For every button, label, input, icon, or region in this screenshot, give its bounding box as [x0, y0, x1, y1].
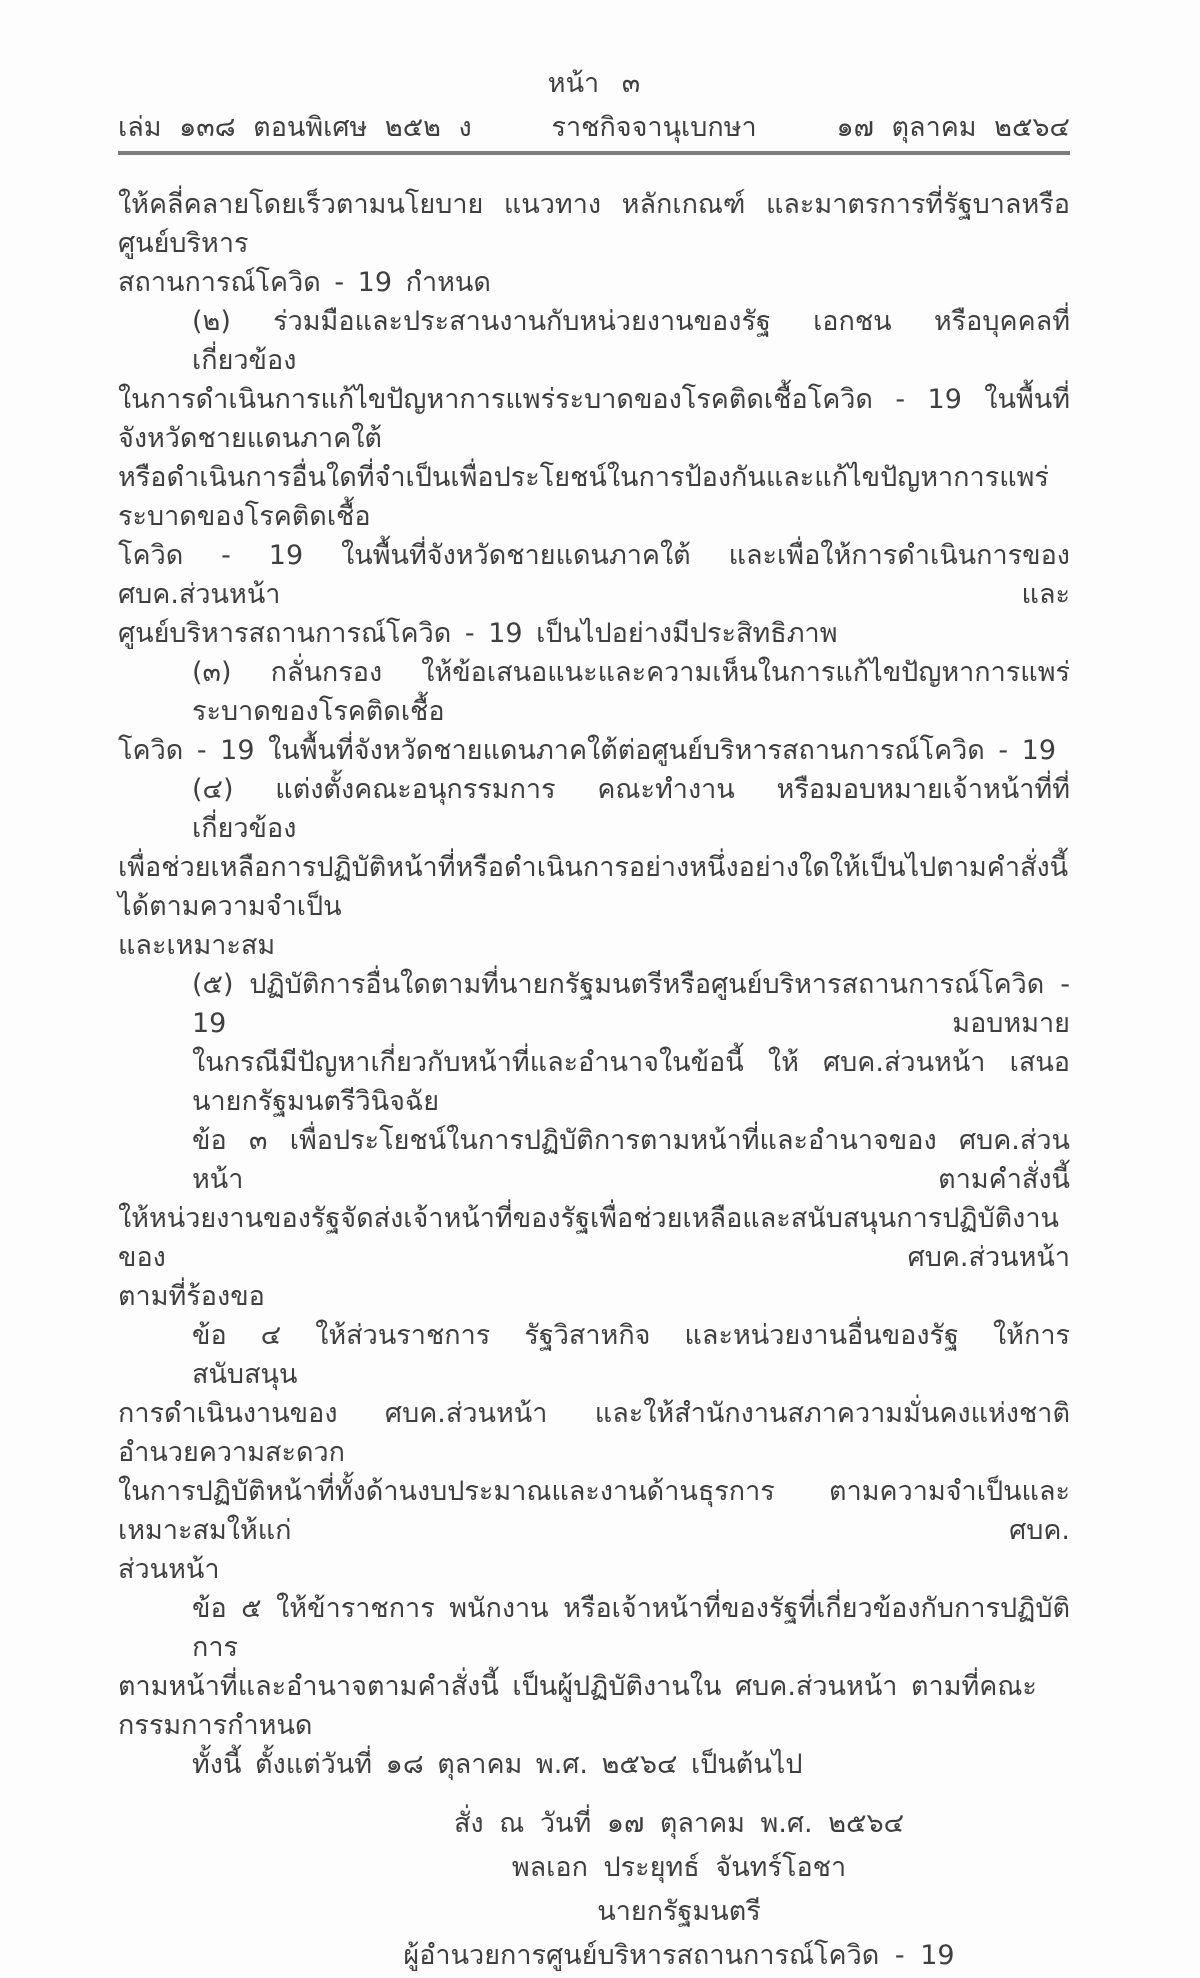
- signature-block: [288, 1802, 1070, 1978]
- signature-issued-line: สั่ง ณ วันที่ ๑๗ ตุลาคม พ.ศ. ๒๕๖๔: [453, 1808, 905, 1839]
- body-line-item-4: และเหมาะสม: [118, 930, 276, 961]
- body-line-item-4: เพื่อช่วยเหลือการปฏิบัติหน้าที่หรือดำเนินการอย่างหนึ่งอย่างใดให้เป็นไปตามคำสั่งนี้ได้ตามความจำเป็น: [118, 852, 1069, 922]
- header-row: [118, 110, 1070, 146]
- body-line-article-3: ข้อ ๓ เพื่อประโยชน์ในการปฏิบัติการตามหน้าที่และอำนาจของ ศบค.ส่วนหน้า ตามคำสั่งนี้: [192, 1125, 1070, 1195]
- body-line-article-4: ส่วนหน้า: [118, 1554, 220, 1585]
- body-line-item-5-proviso: ในกรณีมีปัญหาเกี่ยวกับหน้าที่และอำนาจในข้อนี้ ให้ ศบค.ส่วนหน้า เสนอนายกรัฐมนตรีวินิจฉัย: [192, 1047, 1070, 1117]
- body-line-article-3: ตามที่ร้องขอ: [118, 1281, 265, 1312]
- body-line-item-4: (๔) แต่งตั้งคณะอนุกรรมการ คณะทำงาน หรือมอบหมายเจ้าหน้าที่ที่เกี่ยวข้อง: [192, 774, 1070, 844]
- body-line-item-2: หรือดำเนินการอื่นใดที่จำเป็นเพื่อประโยชน์ในการป้องกันและแก้ไขปัญหาการแพร่ระบาดของโรคติดเชื้อ: [118, 462, 1049, 532]
- gazette-title: ราชกิจจานุเบกษา: [551, 112, 757, 143]
- body-line-article-5: ข้อ ๕ ให้ข้าราชการ พนักงาน หรือเจ้าหน้าที่ของรัฐที่เกี่ยวข้องกับการปฏิบัติการ: [192, 1593, 1070, 1663]
- body-line-item-2: ศูนย์บริหารสถานการณ์โควิด - 19 เป็นไปอย่างมีประสิทธิภาพ: [118, 618, 838, 649]
- header-divider: [118, 151, 1070, 155]
- body-line-item-2: (๒) ร่วมมือและประสานงานกับหน่วยงานของรัฐ เอกชน หรือบุคคลที่เกี่ยวข้อง: [192, 306, 1070, 376]
- volume-info: เล่ม ๑๓๘ ตอนพิเศษ ๒๕๒ ง: [118, 112, 472, 143]
- body-line-item-2: ในการดำเนินการแก้ไขปัญหาการแพร่ระบาดของโรคติดเชื้อโควิด - 19 ในพื้นที่จังหวัดชายแดนภาคใต้: [118, 384, 1070, 454]
- issue-date: ๑๗ ตุลาคม ๒๕๖๔: [836, 112, 1070, 143]
- document-body: [118, 185, 1070, 1784]
- body-line-article-3: ให้หน่วยงานของรัฐจัดส่งเจ้าหน้าที่ของรัฐเพื่อช่วยเหลือและสนับสนุนการปฏิบัติงานของ ศบค.ส่วนหน้า: [118, 1203, 1070, 1273]
- body-line-article-5: ตามหน้าที่และอำนาจตามคำสั่งนี้ เป็นผู้ปฏิบัติงานใน ศบค.ส่วนหน้า ตามที่คณะกรรมการกำหนด: [118, 1671, 1037, 1741]
- body-line-clause-continuation: ให้คลี่คลายโดยเร็วตามนโยบาย แนวทาง หลักเกณฑ์ และมาตรการที่รัฐบาลหรือศูนย์บริหาร: [118, 189, 1070, 259]
- body-line-article-4: ข้อ ๔ ให้ส่วนราชการ รัฐวิสาหกิจ และหน่วยงานอื่นของรัฐ ให้การสนับสนุน: [192, 1320, 1070, 1390]
- page-header: [0, 0, 1200, 146]
- body-line-clause-continuation: สถานการณ์โควิด - 19 กำหนด: [118, 267, 491, 298]
- body-line-article-4: การดำเนินงานของ ศบค.ส่วนหน้า และให้สำนักงานสภาความมั่นคงแห่งชาติอำนวยความสะดวก: [118, 1398, 1070, 1468]
- signature-signer-title: นายกรัฐมนตรี: [597, 1896, 761, 1927]
- body-line-item-5: (๕) ปฏิบัติการอื่นใดตามที่นายกรัฐมนตรีหรือศูนย์บริหารสถานการณ์โควิด - 19 มอบหมาย: [192, 969, 1070, 1039]
- page-number-label: หน้า ๓: [547, 68, 641, 99]
- body-line-article-4: ในการปฏิบัติหน้าที่ทั้งด้านงบประมาณและงานด้านธุรการ ตามความจำเป็นและเหมาะสมให้แก่ ศบค.: [118, 1476, 1070, 1546]
- body-line-item-3: (๓) กลั่นกรอง ให้ข้อเสนอแนะและความเห็นในการแก้ไขปัญหาการแพร่ระบาดของโรคติดเชื้อ: [192, 657, 1070, 727]
- body-line-item-3: โควิด - 19 ในพื้นที่จังหวัดชายแดนภาคใต้ต่อศูนย์บริหารสถานการณ์โควิด - 19: [118, 735, 1057, 766]
- signature-signer-role: ผู้อำนวยการศูนย์บริหารสถานการณ์โควิด - 19: [403, 1940, 955, 1971]
- body-line-effective-date: ทั้งนี้ ตั้งแต่วันที่ ๑๘ ตุลาคม พ.ศ. ๒๕๖๔ เป็นต้นไป: [192, 1749, 803, 1780]
- body-line-item-2: โควิด - 19 ในพื้นที่จังหวัดชายแดนภาคใต้ และเพื่อให้การดำเนินการของ ศบค.ส่วนหน้า และ: [118, 540, 1070, 610]
- signature-signer-name: พลเอก ประยุทธ์ จันทร์โอชา: [511, 1852, 847, 1883]
